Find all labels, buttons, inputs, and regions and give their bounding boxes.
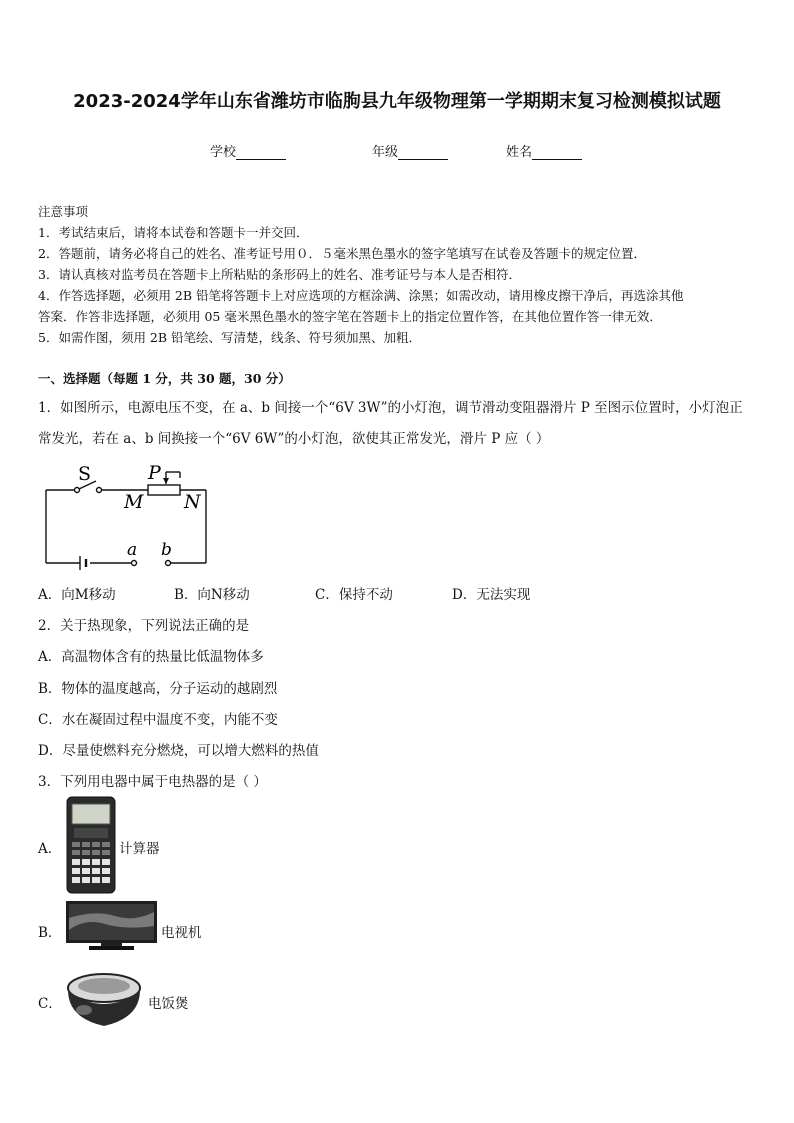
name-label: 姓名 <box>506 145 533 160</box>
label-M: M <box>124 491 144 513</box>
name-blank <box>532 145 582 160</box>
question-2-option-d: D．尽量使燃料充分燃烧，可以增大燃料的热值 <box>38 743 319 759</box>
question-2-option-b: B．物体的温度越高，分子运动的越剧烈 <box>38 681 278 697</box>
question-1-option-b: B．向N移动 <box>174 587 250 603</box>
question-1-option-d: D．无法实现 <box>452 587 531 603</box>
calculator-icon <box>66 796 116 894</box>
slider-arrowhead <box>163 478 169 484</box>
question-3-option-a-label: 计算器 <box>119 841 160 857</box>
name-field <box>506 141 582 160</box>
notice-item: 1．考试结束后，请将本试卷和答题卡一并交回． <box>38 225 309 240</box>
television-icon <box>65 900 158 952</box>
question-1-option-a: A．向M移动 <box>38 587 116 603</box>
label-b: b <box>161 540 172 560</box>
page-title: 2023-2024学年山东省潍坊市临朐县九年级物理第一学期期末复习检测模拟试题 <box>73 91 721 112</box>
section-heading: 一、选择题（每题 1 分，共 30 题，30 分） <box>38 371 291 386</box>
notice-item: 答案．作答非选择题，必须用 05 毫米黑色墨水的签字笔在答题卡上的指定位置作答，在其他位置作答一律无效． <box>38 309 662 324</box>
question-3-option-b-letter: B． <box>38 925 62 941</box>
school-field <box>210 141 286 160</box>
question-3-option-c-letter: C． <box>38 996 62 1012</box>
rice-cooker-icon <box>64 970 144 1032</box>
question-3-option-b-label: 电视机 <box>161 925 202 941</box>
label-P: P <box>148 462 161 484</box>
question-2-option-c: C．水在凝固过程中温度不变，内能不变 <box>38 712 278 728</box>
grade-label: 年级 <box>372 145 399 160</box>
notice-item: 5．如需作图，须用 2B 铅笔绘、写清楚，线条、符号须加黑、加粗． <box>38 330 422 345</box>
label-a: a <box>127 540 138 560</box>
school-label: 学校 <box>210 145 237 160</box>
notice-heading: 注意事项 <box>38 204 89 219</box>
question-3-option-a-letter: A． <box>38 841 62 857</box>
notice-item: 3．请认真核对监考员在答题卡上所粘贴的条形码上的姓名、准考证号与本人是否相符． <box>38 267 521 282</box>
label-S: S <box>78 463 92 485</box>
question-3-option-c-label: 电饭煲 <box>148 996 189 1012</box>
notice-item: 2．答题前，请务必将自己的姓名、准考证号用０．５毫米黑色墨水的签字笔填写在试卷及答题卡的规定位置． <box>38 246 646 261</box>
question-2-option-a: A．高温物体含有的热量比低温物体多 <box>38 649 264 665</box>
question-3-stem: 3．下列用电器中属于电热器的是（ ） <box>38 774 267 790</box>
question-1-option-c: C．保持不动 <box>315 587 393 603</box>
circuit-diagram <box>38 460 218 575</box>
question-1-line1: 1．如图所示，电源电压不变，在 a、b 间接一个“6V 3W”的小灯泡，调节滑动变阻器滑片 P 至图示位置时，小灯泡正 <box>38 400 743 416</box>
notice-item: 4．作答选择题，必须用 2B 铅笔将答题卡上对应选项的方框涂满、涂黑；如需改动，请用橡皮擦干净后，再选涂其他 <box>38 288 684 303</box>
question-1-line2: 常发光，若在 a、b 间换接一个“6V 6W”的小灯泡，欲使其正常发光，滑片 P 应（ ） <box>38 431 550 447</box>
label-N: N <box>184 491 201 513</box>
grade-blank <box>398 145 448 160</box>
school-blank <box>236 145 286 160</box>
grade-field <box>372 141 448 160</box>
question-2-stem: 2．关于热现象，下列说法正确的是 <box>38 618 250 634</box>
